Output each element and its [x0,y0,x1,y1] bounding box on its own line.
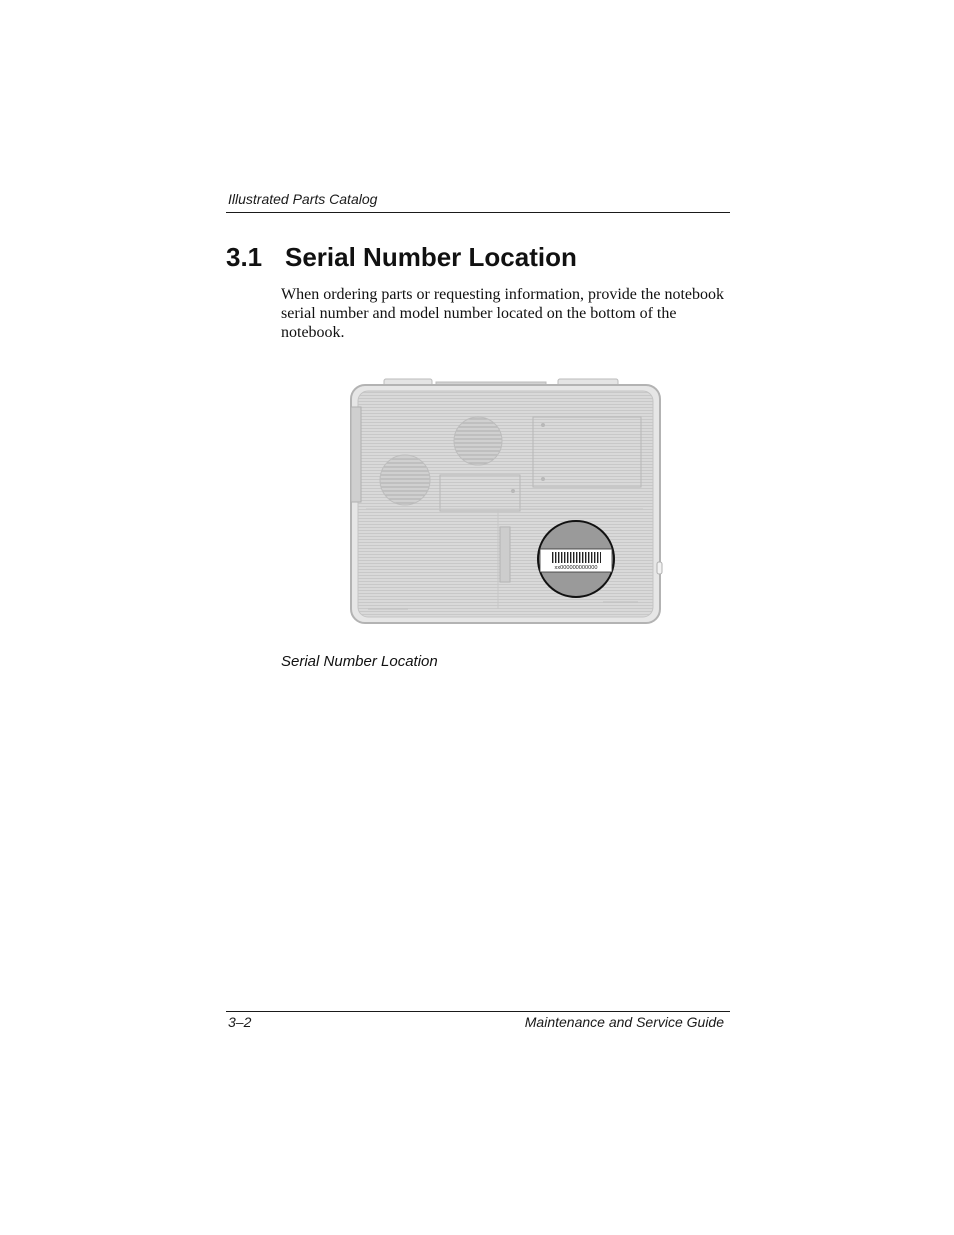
serial-label-text: xx000000000000 [554,565,598,571]
figure-caption: Serial Number Location [281,653,438,670]
header-rule [226,212,730,213]
notebook-bottom-figure [348,377,664,627]
footer-rule [226,1011,730,1012]
running-header: Illustrated Parts Catalog [228,191,378,207]
body-paragraph: When ordering parts or requesting information, provide the notebook serial number and model number located on the bottom of the notebook. [281,286,724,341]
section-title [226,242,577,273]
page-number: 3–2 [228,1014,252,1030]
section-title-text: Serial Number Location [285,242,577,272]
section-number: 3.1 [226,242,263,272]
footer-guide-title: Maintenance and Service Guide [524,1014,724,1030]
